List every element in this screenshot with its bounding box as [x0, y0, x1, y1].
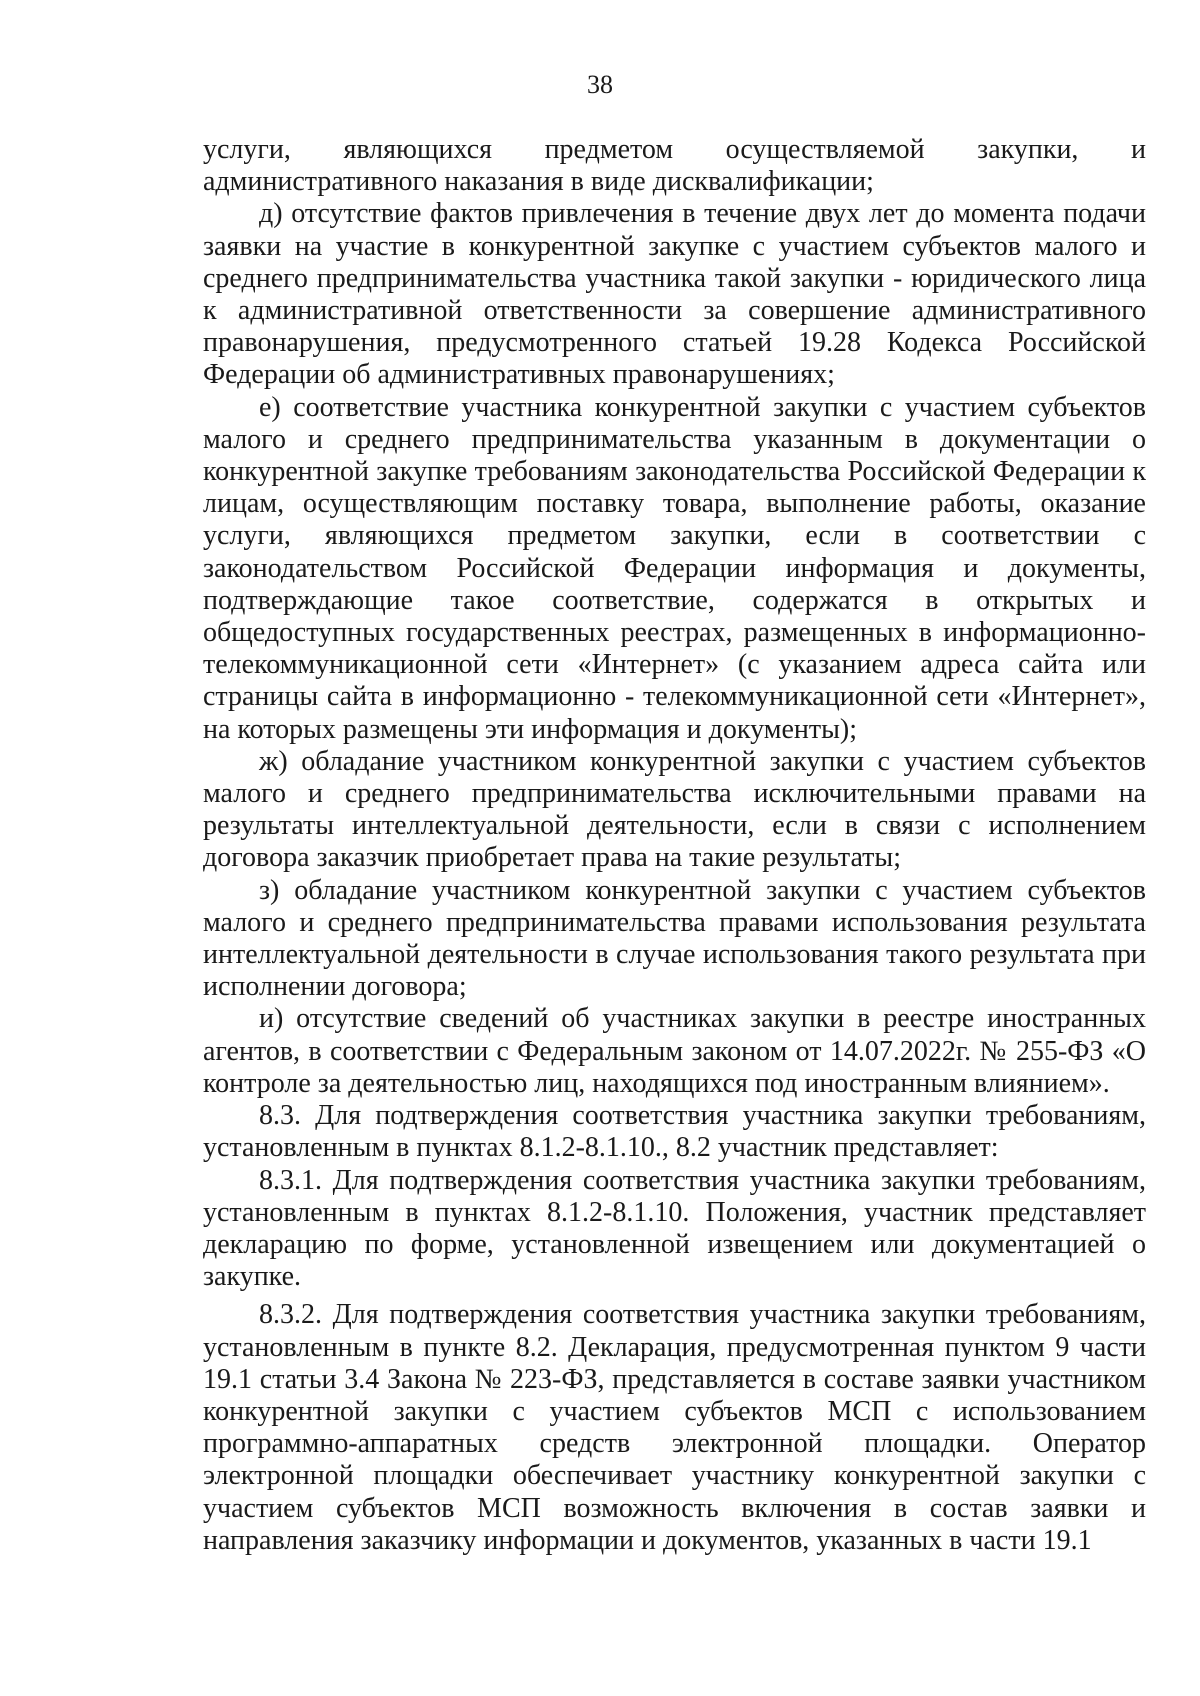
- paragraph: 8.3. Для подтверждения соответствия участника закупки требованиям, установленным в пунктах 8.1.2-8.1.10., 8.2 участник представляет:: [203, 1100, 1146, 1164]
- paragraph: 8.3.1. Для подтверждения соответствия участника закупки требованиям, установленным в пунктах 8.1.2-8.1.10. Положения, участник представляет декларацию по форме, установленной извещением или документацией о закупке.: [203, 1164, 1146, 1293]
- body-text: [203, 134, 1146, 1557]
- paragraph: и) отсутствие сведений об участниках закупки в реестре иностранных агентов, в соответствии с Федеральным законом от 14.07.2022г. № 255-ФЗ «О контроле за деятельностью лиц, находящихся под иностранным влиянием».: [203, 1003, 1146, 1099]
- paragraph: 8.3.2. Для подтверждения соответствия участника закупки требованиям, установленным в пункте 8.2. Декларация, предусмотренная пунктом 9 части 19.1 статьи 3.4 Закона № 223-ФЗ, представляется в составе заявки участником конкурентной закупки с участием субъектов МСП с использованием программно-аппаратных средств электронной площадки. Оператор электронной площадки обеспечивает участнику конкурентной закупки с участием субъектов МСП возможность включения в состав заявки и направления заказчику информации и документов, указанных в части 19.1: [203, 1299, 1146, 1556]
- paragraph: ж) обладание участником конкурентной закупки с участием субъектов малого и среднего предпринимательства исключительными правами на результаты интеллектуальной деятельности, если в связи с исполнением договора заказчик приобретает права на такие результаты;: [203, 745, 1146, 874]
- paragraph: з) обладание участником конкурентной закупки с участием субъектов малого и среднего предпринимательства правами использования результата интеллектуальной деятельности в случае использования такого результата при исполнении договора;: [203, 874, 1146, 1003]
- paragraph: услуги, являющихся предметом осуществляемой закупки, и административного наказания в виде дисквалификации;: [203, 134, 1146, 198]
- paragraph: д) отсутствие фактов привлечения в течение двух лет до момента подачи заявки на участие в конкурентной закупке с участием субъектов малого и среднего предпринимательства участника такой закупки - юридического лица к административной ответственности за совершение административного правонарушения, предусмотренного статьей 19.28 Кодекса Российской Федерации об административных правонарушениях;: [203, 198, 1146, 391]
- paragraph: е) соответствие участника конкурентной закупки с участием субъектов малого и среднего предпринимательства указанным в документации о конкурентной закупке требованиям законодательства Российской Федерации к лицам, осуществляющим поставку товара, выполнение работы, оказание услуги, являющихся предметом закупки, если в соответствии с законодательством Российской Федерации информация и документы, подтверждающие такое соответствие, содержатся в открытых и общедоступных государственных реестрах, размещенных в информационно-телекоммуникационной сети «Интернет» (с указанием адреса сайта или страницы сайта в информационно - телекоммуникационной сети «Интернет», на которых размещены эти информация и документы);: [203, 391, 1146, 745]
- page-number: 38: [587, 70, 613, 99]
